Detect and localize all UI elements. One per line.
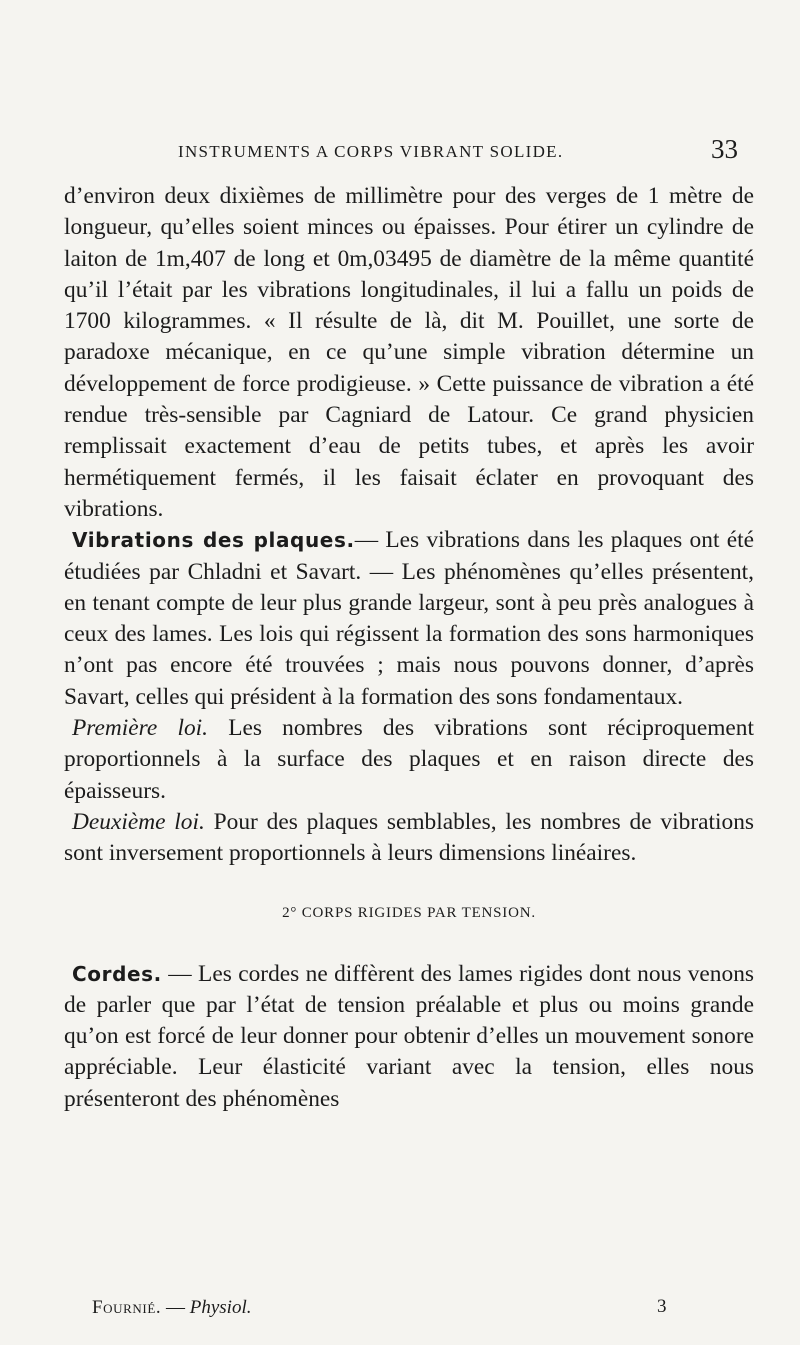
deuxieme-loi-text: Pour des plaques semblables, les nombres de vibrations sont inversement proportionnels à leurs dimensions linéaires. (64, 808, 754, 867)
deuxieme-loi-label: Deuxième loi. (72, 808, 205, 835)
paragraph-continuation: d’environ deux dixièmes de millimètre pour des verges de 1 mètre de longueur, qu’elles soient minces ou épaisses. Pour étirer un cylindre de laiton de 1m,407 de long et 0m,03495 de diamètre de la même quantité qu’il l’était par les vibrations longitudinales, il lui a fallu un poids de 1700 kilogrammes. « Il résulte de là, dit M. Pouillet, une sorte de paradoxe mécanique, en ce qu’une simple vibration détermine un développement de force prodigieuse. » Cette puissance de vibration a été rendue très-sensible par Cagniard de Latour. Ce grand physicien remplissait exactement d’eau de petits tubes, et après les avoir hermétiquement fermés, il les faisait éclater en provoquant des vibrations. (64, 183, 754, 522)
page-number: 33 (711, 134, 738, 164)
footer-signature-mark: 3 (657, 1296, 667, 1317)
run-in-heading-plaques: Vibrations des plaques. (72, 528, 355, 553)
premiere-loi-text: Les nombres des vibrations sont réciproquement proportionnels à la surface des plaques et en raison directe des épaisseurs. (64, 715, 754, 804)
running-head (172, 132, 742, 166)
paragraph-premiere-loi (64, 713, 754, 807)
running-title: INSTRUMENTS A CORPS VIBRANT SOLIDE. (178, 142, 564, 161)
paragraph-plaques (64, 525, 754, 713)
section-heading: 2° CORPS RIGIDES PAR TENSION. (282, 904, 536, 921)
footer-separator: — (161, 1297, 190, 1318)
footer-short-title: Physiol. (189, 1297, 252, 1318)
premiere-loi-label: Première loi. (72, 715, 209, 742)
paragraph-plaques-text: — Les vibrations dans les plaques ont été étudiées par Chladni et Savart. — Les phénomènes qu’elles présentent, en tenant compte de leur plus grande largeur, sont à peu près analogues à ceux des lames. Les lois qui régissent la formation des sons harmoniques n’ont pas encore été trouvées ; mais nous pouvons donner, d’après Savart, celles qui président à la formation des sons fondamentaux. (64, 527, 755, 710)
footer-author: Fournié. (92, 1297, 162, 1318)
paragraph-cordes (64, 959, 754, 1115)
footer-signature-line (92, 1297, 251, 1319)
paragraph-cordes-text: — Les cordes ne diffèrent des lames rigides dont nous venons de parler que par l’état de tension préalable et plus ou moins grande qu’on est forcé de leur donner pour obtenir d’elles un mouvement sonore appréciable. Leur élasticité variant avec la tension, elles nous présenteront des phénomènes (64, 960, 754, 1112)
run-in-heading-cordes: Cordes. (72, 961, 162, 986)
body-text (64, 181, 754, 1115)
paragraph-deuxieme-loi (64, 807, 754, 870)
